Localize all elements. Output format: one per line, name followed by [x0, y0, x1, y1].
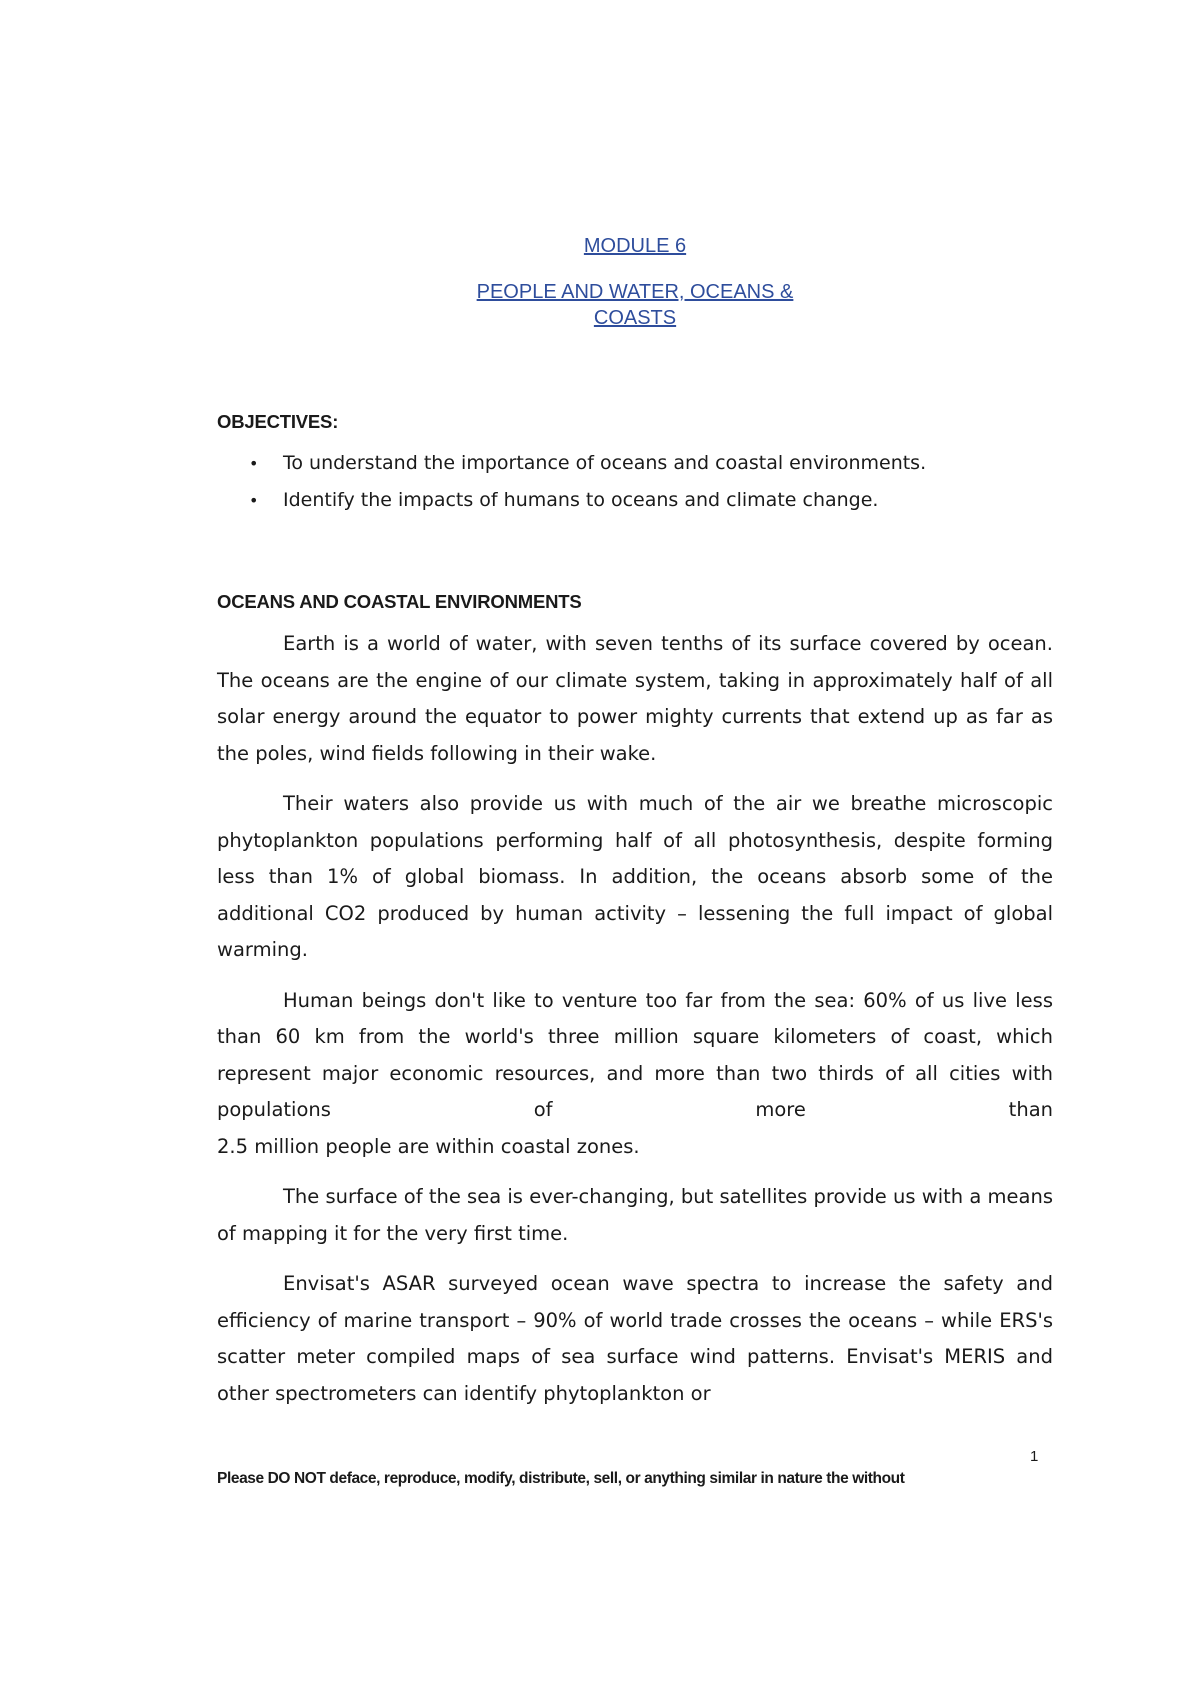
paragraph-1: Earth is a world of water, with seven tenths of its surface covered by ocean. The oceans are the engine of our climate system, taking in approximately half of all solar energy around the equator to power mighty currents that extend up as far as the poles, wind fields following in their wake. — [217, 632, 1053, 765]
bullet-icon: • — [249, 454, 259, 473]
paragraph-5: Envisat's ASAR surveyed ocean wave spectra to increase the safety and efficiency of marine transport – 90% of world trade crosses the oceans – while ERS's scatter meter compiled maps of sea surface wind patterns. Envisat's MERIS and other spectrometers can identify phytoplankton or — [217, 1272, 1053, 1405]
module-subtitle — [217, 279, 1053, 331]
objective-item — [217, 482, 1053, 519]
paragraph-2: Their waters also provide us with much of the air we breathe microscopic phytoplankton populations performing half of all photosynthesis, despite forming less than 1% of global biomass. In addition, the oceans absorb some of the additional CO2 produced by human activity – lessening the full impact of global warming. — [217, 792, 1053, 961]
body-text — [217, 626, 1053, 1426]
objective-item — [217, 445, 1053, 482]
paragraph-3 — [217, 983, 1053, 1166]
objective-text: Identify the impacts of humans to oceans and climate change. — [283, 489, 879, 511]
module-title: MODULE 6 — [583, 235, 687, 257]
paragraph-3-tail: 2.5 million people are within coastal zones. — [217, 1134, 640, 1158]
footer-disclaimer: Please DO NOT deface, reproduce, modify, distribute, sell, or anything similar in nature the without — [217, 1470, 905, 1487]
paragraph-4: The surface of the sea is ever-changing, but satellites provide us with a means of mapping it for the very first time. — [217, 1185, 1053, 1245]
paragraph-3-main: Human beings don't like to venture too far from the sea: 60% of us live less than 60 km from the world's three million square kilometers of coast, which represent major economic resources, and more than two thirds of all cities with populations of more than — [217, 988, 1053, 1121]
subtitle-line-1: PEOPLE AND WATER, OCEANS & — [476, 281, 794, 303]
section-heading: OCEANS AND COASTAL ENVIRONMENTS — [217, 591, 582, 612]
objective-text: To understand the importance of oceans and coastal environments. — [283, 452, 927, 474]
page-number: 1 — [1030, 1448, 1039, 1465]
objectives-heading: OBJECTIVES: — [217, 411, 339, 432]
bullet-icon: • — [249, 491, 259, 510]
objectives-list — [217, 445, 1053, 519]
subtitle-line-2: COASTS — [593, 307, 677, 329]
